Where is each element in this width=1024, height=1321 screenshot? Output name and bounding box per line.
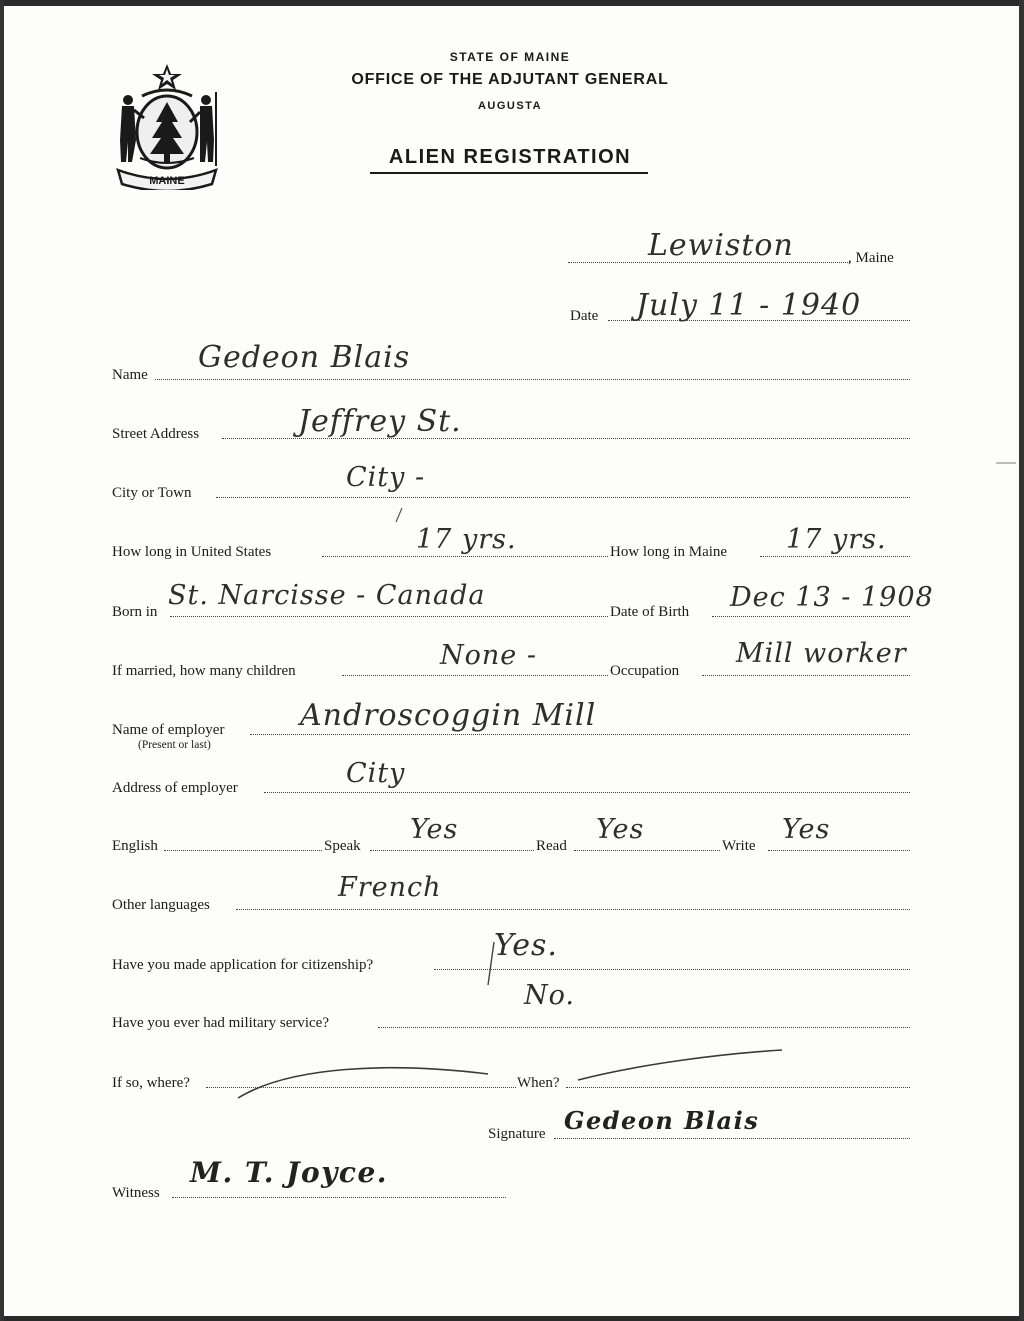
- city-or-town-line: [216, 497, 910, 498]
- name-entry: Gedeon Blais: [198, 340, 411, 375]
- employer-name-entry: Androscoggin Mill: [300, 698, 597, 733]
- city-or-town-label: City or Town: [112, 485, 192, 501]
- english-write-entry: Yes: [782, 814, 831, 845]
- street-address-entry: Jeffrey St.: [298, 404, 462, 439]
- married-children-line: [342, 675, 608, 676]
- witness-label: Witness: [112, 1185, 160, 1201]
- how-long-us-entry: 17 yrs.: [416, 524, 517, 555]
- date-of-birth-line: [712, 616, 910, 617]
- how-long-maine-entry: 17 yrs.: [786, 524, 887, 555]
- born-in-label: Born in: [112, 604, 158, 620]
- how-long-maine-label: How long in Maine: [610, 544, 728, 560]
- employer-address-line: [264, 792, 910, 793]
- when-line: [566, 1087, 910, 1088]
- read-line: [574, 850, 720, 851]
- employer-address-label: Address of employer: [112, 780, 238, 796]
- children-entry: None -: [440, 640, 537, 671]
- date-entry: July 11 - 1940: [636, 288, 862, 323]
- scan-border-right: [1019, 0, 1024, 1321]
- seal-motto-text: MAINE: [149, 175, 185, 187]
- married-children-label: If married, how many children: [112, 663, 296, 679]
- write-label: Write: [722, 838, 756, 854]
- date-label: Date: [570, 308, 599, 324]
- how-long-us-line: [322, 556, 608, 557]
- maine-label: , Maine: [848, 250, 894, 266]
- scan-border-top: [0, 0, 1024, 6]
- witness-line: [172, 1197, 506, 1198]
- english-label: English: [112, 838, 158, 854]
- employer-name-label: Name of employer: [112, 722, 225, 738]
- witness-entry: M. T. Joyce.: [190, 1156, 389, 1189]
- employer-note-label: (Present or last): [138, 739, 211, 751]
- born-in-line: [170, 616, 608, 617]
- if-so-where-label: If so, where?: [112, 1075, 190, 1091]
- scan-mark: [996, 462, 1016, 464]
- other-languages-line: [236, 909, 910, 910]
- street-address-label: Street Address: [112, 426, 200, 442]
- read-label: Read: [536, 838, 567, 854]
- occupation-label: Occupation: [610, 663, 680, 679]
- speak-label: Speak: [324, 838, 361, 854]
- english-read-entry: Yes: [596, 814, 645, 845]
- form-title: ALIEN REGISTRATION: [388, 146, 632, 168]
- employer-name-line: [250, 734, 910, 735]
- speak-line: [370, 850, 534, 851]
- scan-border-left: [0, 0, 4, 1321]
- military-service-label: Have you ever had military service?: [112, 1015, 329, 1031]
- scan-border-bottom: [0, 1316, 1024, 1321]
- english-speak-entry: Yes: [410, 814, 459, 845]
- town-entry: Lewiston: [648, 228, 794, 263]
- write-line: [768, 850, 910, 851]
- occupation-entry: Mill worker: [736, 638, 907, 669]
- military-service-line: [378, 1027, 910, 1028]
- other-languages-entry: French: [338, 872, 442, 903]
- how-long-us-label: How long in United States: [112, 544, 272, 560]
- signature-entry: Gedeon Blais: [564, 1106, 760, 1135]
- how-long-maine-line: [760, 556, 910, 557]
- date-of-birth-entry: Dec 13 - 1908: [730, 582, 934, 613]
- english-line: [164, 850, 322, 851]
- header-office: OFFICE OF THE ADJUTANT GENERAL: [351, 71, 669, 88]
- citizenship-entry: Yes.: [494, 928, 558, 963]
- header-city: AUGUSTA: [477, 100, 543, 112]
- date-of-birth-label: Date of Birth: [610, 604, 690, 620]
- citizenship-label: Have you made application for citizenship?: [112, 957, 374, 973]
- employer-address-entry: City: [346, 758, 406, 789]
- title-underline: [370, 172, 648, 174]
- header-state: STATE OF MAINE: [449, 50, 571, 64]
- born-in-entry: St. Narcisse - Canada: [168, 580, 486, 611]
- if-so-where-line: [206, 1087, 516, 1088]
- name-label: Name: [112, 367, 148, 383]
- other-languages-label: Other languages: [112, 897, 210, 913]
- when-label: When?: [517, 1075, 560, 1091]
- maine-state-seal-icon: [108, 62, 226, 190]
- name-line: [155, 379, 910, 380]
- military-service-entry: No.: [524, 980, 575, 1011]
- signature-line: [554, 1138, 910, 1139]
- signature-label: Signature: [488, 1126, 546, 1142]
- citizenship-line: [434, 969, 910, 970]
- city-or-town-entry: City -: [346, 462, 426, 493]
- occupation-line: [702, 675, 910, 676]
